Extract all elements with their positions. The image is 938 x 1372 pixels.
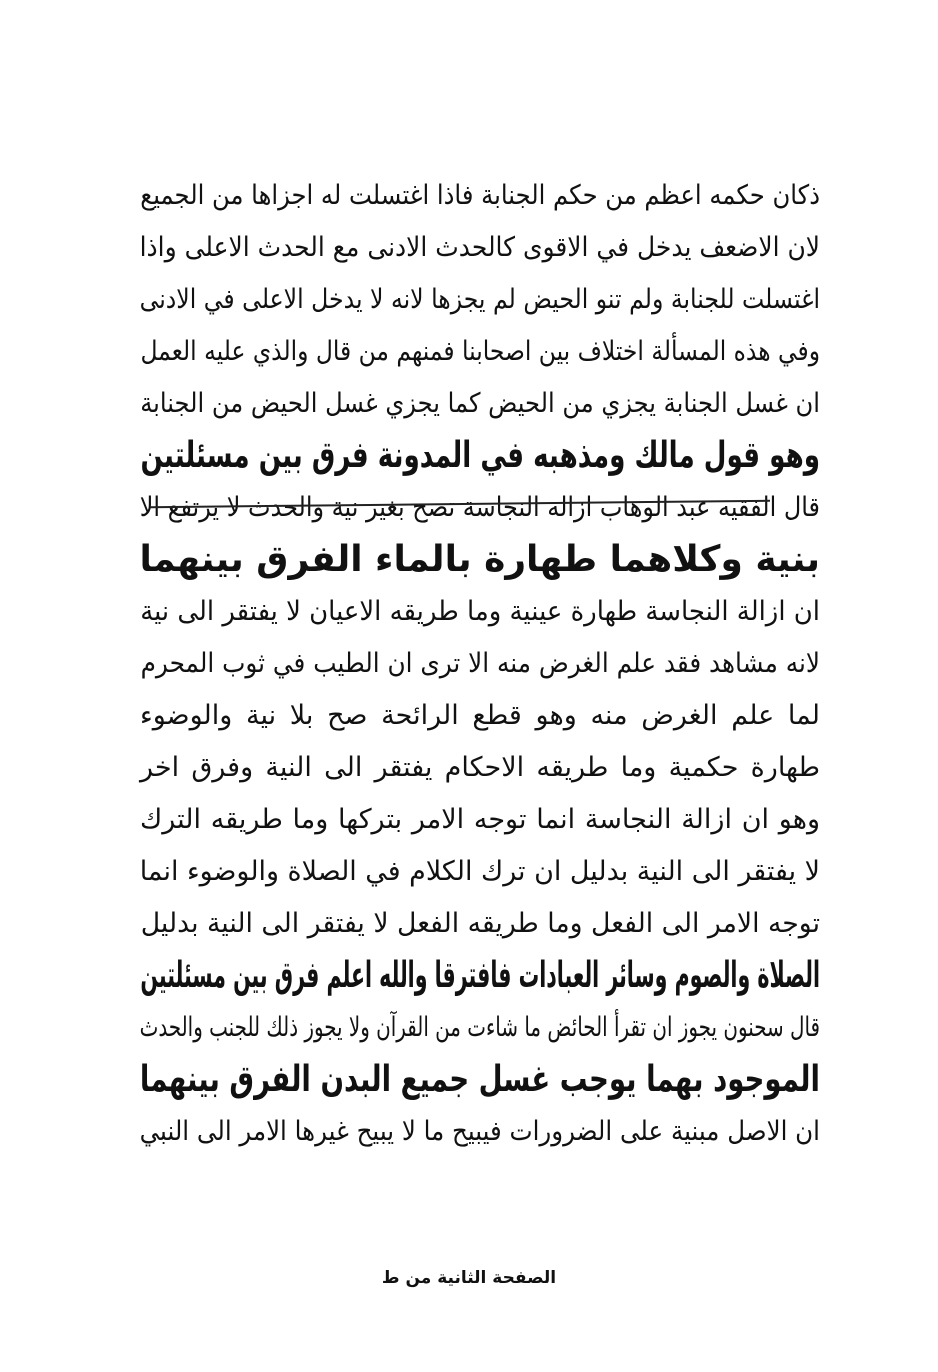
manuscript-line: قال سحنون يجوز ان تقرأ الحائض ما شاءت من القرآن ولا يجوز ذلك للجنب والحدث <box>139 1012 820 1043</box>
manuscript-line: قال الفقيه عبد الوهاب ازالة النجاسة تصح بغير نية والحدث لا يرتفع الا <box>139 492 821 523</box>
manuscript-line: ان غسل الجنابة يجزي من الحيض كما يجزي غسل الحيض من الجنابة <box>140 388 821 419</box>
manuscript-line: توجه الامر الى الفعل وما طريقه الفعل لا يفتقر الى النية بدليل <box>140 908 820 939</box>
manuscript-line: الموجود بهما يوجب غسل جميع البدن الفرق بينهما <box>139 1059 820 1100</box>
manuscript-line: الصلاة والصوم وسائر العبادات فافترقا والله اعلم فرق بين مسئلتين <box>140 955 821 996</box>
manuscript-text-block <box>140 170 820 1158</box>
manuscript-line: وهو ان ازالة النجاسة انما توجه الامر بتركها وما طريقه الترك <box>140 804 820 835</box>
manuscript-line: ان الاصل مبنية على الضرورات فيبيح ما لا يبيح غيرها الامر الى النبي <box>139 1116 821 1147</box>
manuscript-line: طهارة حكمية وما طريقه الاحكام يفتقر الى النية وفرق اخر <box>140 752 820 783</box>
manuscript-line: لانه مشاهد فقد علم الغرض منه الا ترى ان الطيب في ثوب المحرم <box>140 648 820 679</box>
manuscript-line: بنية وكلاهما طهارة بالماء الفرق بينهما <box>139 539 820 580</box>
manuscript-line: وفي هذه المسألة اختلاف بين اصحابنا فمنهم من قال والذي عليه العمل <box>140 336 820 367</box>
manuscript-line: ان ازالة النجاسة طهارة عينية وما طريقه الاعيان لا يفتقر الى نية <box>140 596 820 627</box>
manuscript-line: اغتسلت للجنابة ولم تنو الحيض لم يجزها لانه لا يدخل الاعلى في الادنى <box>139 284 821 315</box>
manuscript-line: لان الاضعف يدخل في الاقوى كالحدث الادنى مع الحدث الاعلى واذا <box>139 232 821 263</box>
manuscript-line: وهو قول مالك ومذهبه في المدونة فرق بين مسئلتين <box>140 435 821 476</box>
manuscript-line: ذكان حكمه اعظم من حكم الجنابة فاذا اغتسلت له اجزاها من الجميع <box>140 180 820 211</box>
page-caption: الصفحة الثانية من ط <box>381 1268 557 1288</box>
manuscript-line: لا يفتقر الى النية بدليل ان ترك الكلام في الصلاة والوضوء انما <box>139 856 821 887</box>
manuscript-line: لما علم الغرض منه وهو قطع الرائحة صح بلا نية والوضوء <box>140 700 820 731</box>
